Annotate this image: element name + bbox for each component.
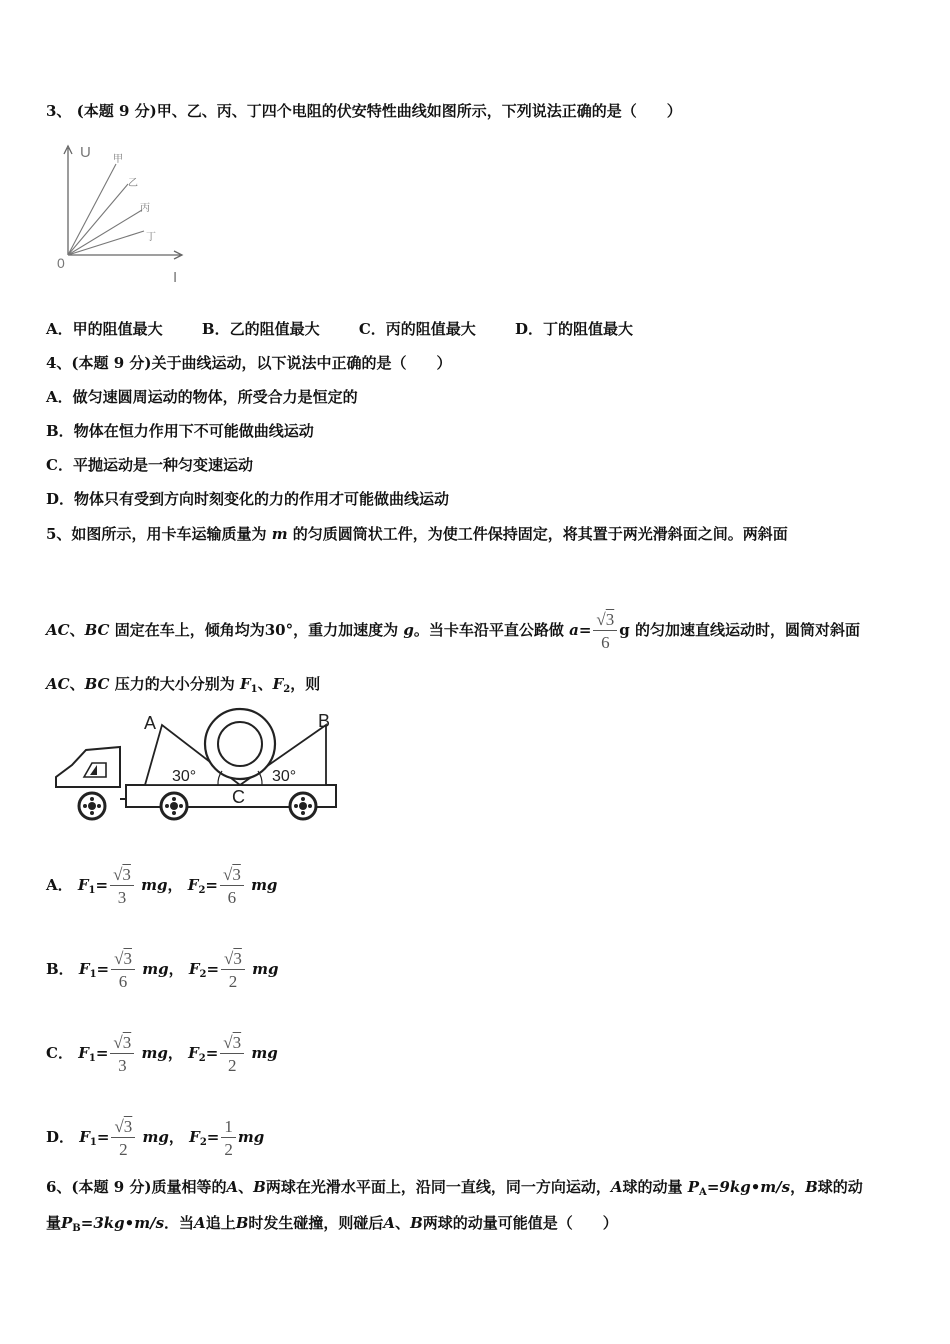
label-a: A [144, 713, 157, 733]
q5-truck-figure [50, 705, 345, 830]
q5-stem-line2: AC、BC 固定在车上，倾角均为30°，重力加速度为 g。当卡车沿平直公路做 a= $\frac{√3}{6}$ g 的匀加速直线运动时，圆筒对斜面 [46, 610, 860, 652]
label-bing: 丙 [140, 203, 150, 214]
q3-options [46, 319, 633, 339]
origin-label: 0 [57, 255, 65, 271]
q6-stem-line1: 6、(本题 9 分)质量相等的A、B两球在光滑水平面上，沿同一直线，同一方向运动，A球的动量 $P_A=9kg•m/s$，B球的动 [46, 1178, 863, 1198]
label-yi: 乙 [128, 178, 138, 189]
q4-stem: 4、(本题 9 分)关于曲线运动，以下说法中正确的是（ ） [46, 354, 452, 372]
q4-option-a[interactable]: A．做匀速圆周运动的物体，所受合力是恒定的 [46, 388, 358, 406]
label-c: C [232, 787, 245, 807]
q5-option-b[interactable]: B． $F_1=$ $\frac{√3}{6}$ mg， $F_2=$ $\frac{√3}{2}$ mg [46, 949, 279, 991]
q6-stem-line2: 量$P_B=3kg•m/s$．当A追上B时发生碰撞，则碰后A、B两球的动量可能值是（ ） [46, 1214, 618, 1234]
line-bing [68, 210, 142, 255]
q3-option-c[interactable]: C．丙的阻值最大 [358, 320, 476, 338]
q3-iv-graph [50, 140, 195, 290]
q5-option-d[interactable]: D． $F_1=$ $\frac{√3}{2}$ mg， $F_2=$ $\frac{1}{2}$ mg [46, 1117, 265, 1159]
i-label: I [173, 269, 178, 286]
accel-fraction: $\frac{√3}{6}$ [593, 611, 617, 651]
angle-right: 30° [272, 768, 297, 785]
q3-option-b[interactable]: B．乙的阻值最大 [201, 320, 320, 338]
label-jia: 甲 [113, 154, 123, 165]
u-label: U [80, 144, 91, 161]
wheel-rear [290, 793, 316, 819]
q4-option-b[interactable]: B．物体在恒力作用下不可能做曲线运动 [46, 422, 314, 440]
label-b: B [318, 711, 331, 731]
wheel-front [79, 793, 105, 819]
angle-left: 30° [172, 768, 197, 785]
truck-cab [56, 747, 120, 787]
line-jia [68, 164, 116, 255]
wheel-middle [161, 793, 187, 819]
line-yi [68, 184, 128, 255]
q5-option-a[interactable]: A． $F_1=$ $\frac{√3}{3}$ mg， $F_2=$ $\frac{√3}{6}$ mg [46, 865, 278, 907]
q5-stem-line1: 5、如图所示，用卡车运输质量为 m 的匀质圆筒状工件，为使工件保持固定，将其置于两光滑斜面之间。两斜面 [46, 525, 788, 543]
q5-option-c[interactable]: C． $F_1=$ $\frac{√3}{3}$ mg， $F_2=$ $\frac{√3}{2}$ mg [46, 1033, 278, 1075]
cylinder-inner [218, 722, 262, 766]
q5-stem-line3: AC、BC 压力的大小分别为 $F_1$、$F_2$，则 [46, 675, 321, 695]
q4-option-d[interactable]: D．物体只有受到方向时刻变化的力的作用才可能做曲线运动 [46, 490, 450, 508]
q4-option-c[interactable]: C．平抛运动是一种匀变速运动 [46, 456, 253, 474]
q3-option-d[interactable]: D．丁的阻值最大 [515, 320, 634, 338]
line-ding [68, 231, 144, 255]
label-ding: 丁 [146, 232, 156, 243]
q3-option-a[interactable]: A．甲的阻值最大 [46, 320, 163, 338]
q3-stem: 3、 (本题 9 分)甲、乙、丙、丁四个电阻的伏安特性曲线如图所示，下列说法正确的是（ ） [46, 102, 682, 120]
